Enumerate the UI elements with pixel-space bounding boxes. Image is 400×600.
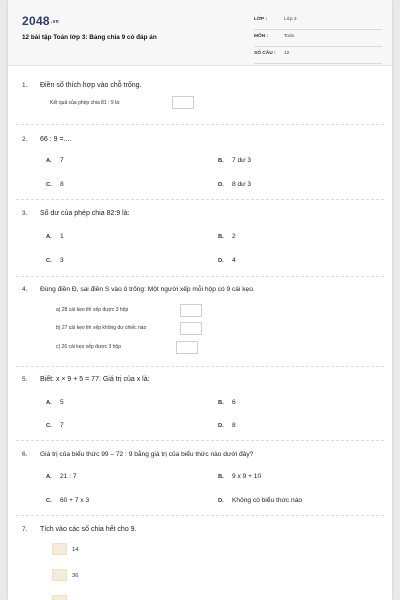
option-text: Không có biểu thức nào (232, 497, 303, 504)
option-b[interactable] (218, 157, 251, 164)
option-text: 7 dư 3 (232, 157, 252, 164)
option-text: 1 (60, 233, 64, 240)
meta-key: SỐ CÂU : (254, 51, 276, 56)
question-number: 7. (22, 526, 28, 533)
meta-row-grade (254, 14, 382, 30)
option-text: 7 (60, 157, 64, 164)
logo-suffix: .vn (50, 18, 60, 25)
option-text: 4 (232, 257, 236, 264)
question-number: 4. (22, 286, 28, 293)
divider (16, 440, 384, 441)
divider (16, 276, 384, 277)
divider (16, 124, 384, 125)
question-text: Đúng điền Đ, sai điền S vào ô trống: Một người xếp mỗi hộp có 9 cái kẹo. (40, 286, 255, 293)
question-text: Giá trị của biểu thức 99 – 72 : 9 bằng giá trị của biểu thức nào dưới đây? (40, 451, 254, 458)
meta-key: MÔN : (254, 34, 269, 39)
option-c[interactable] (46, 257, 64, 264)
question-number: 5. (22, 376, 28, 383)
option-b[interactable] (218, 233, 236, 240)
option-text: 7 (60, 422, 64, 429)
option-d[interactable] (218, 497, 302, 504)
option-d[interactable] (218, 422, 236, 429)
question-subtext: Kết quả của phép chia 81 : 9 là: (50, 100, 121, 106)
option-letter: B. (218, 400, 224, 406)
checkbox-label: 14 (72, 547, 79, 553)
meta-value: Lớp 3 (284, 17, 297, 22)
meta-key: LỚP : (254, 17, 268, 22)
option-a[interactable] (46, 473, 77, 480)
option-text: 8 dư 3 (232, 181, 252, 188)
option-letter: D. (218, 182, 224, 188)
question-text: 66 : 9 =.... (40, 136, 72, 143)
option-text: 8 (232, 422, 236, 429)
option-b[interactable] (218, 473, 261, 480)
question-text: Điền số thích hợp vào chỗ trống. (40, 82, 142, 89)
divider (16, 199, 384, 200)
option-b[interactable] (218, 399, 236, 406)
option-text: 8 (60, 181, 64, 188)
question-number: 3. (22, 210, 28, 217)
statement-c: c) 26 cái kẹo xếp được 3 hộp (56, 344, 121, 350)
option-a[interactable] (46, 157, 64, 164)
option-text: 5 (60, 399, 64, 406)
divider (16, 366, 384, 367)
option-c[interactable] (46, 497, 89, 504)
option-text: 21 : 7 (60, 473, 77, 480)
site-logo[interactable] (22, 14, 59, 28)
option-letter: D. (218, 423, 224, 429)
option-letter: B. (218, 234, 224, 240)
meta-row-subject (254, 31, 382, 47)
answer-box-b[interactable] (180, 322, 202, 335)
option-text: 2 (232, 233, 236, 240)
option-a[interactable] (46, 233, 64, 240)
option-d[interactable] (218, 257, 236, 264)
option-text: 6 (232, 399, 236, 406)
option-letter: D. (218, 498, 224, 504)
divider (16, 515, 384, 516)
option-letter: C. (46, 258, 52, 264)
answer-box-c[interactable] (176, 341, 198, 354)
option-letter: A. (46, 474, 52, 480)
meta-value: 12 (284, 51, 290, 56)
logo-text: 2048 (22, 14, 50, 28)
question-text: Biết: x × 9 + 5 = 77. Giá trị của x là: (40, 376, 150, 383)
option-letter: C. (46, 423, 52, 429)
statement-a: a) 28 cái kẹo thì xếp được 3 hộp (56, 307, 129, 313)
option-letter: A. (46, 158, 52, 164)
option-c[interactable] (46, 422, 64, 429)
option-letter: B. (218, 158, 224, 164)
option-letter: C. (46, 498, 52, 504)
option-letter: A. (46, 400, 52, 406)
page-title: 12 bài tập Toán lớp 3: Bảng chia 9 có đáp án (22, 34, 157, 41)
meta-value: Toán (284, 34, 295, 39)
worksheet (8, 0, 392, 600)
worksheet-header (8, 0, 392, 66)
worksheet-meta (254, 14, 382, 65)
question-number: 1. (22, 82, 28, 89)
option-c[interactable] (46, 181, 64, 188)
option-d[interactable] (218, 181, 251, 188)
option-letter: B. (218, 474, 224, 480)
answer-box-a[interactable] (180, 304, 202, 317)
option-letter: A. (46, 234, 52, 240)
answer-input[interactable] (172, 96, 194, 109)
option-letter: D. (218, 258, 224, 264)
question-number: 2. (22, 136, 28, 143)
option-text: 9 x 9 + 10 (232, 473, 262, 480)
option-text: 60 + 7 x 3 (60, 497, 90, 504)
option-letter: C. (46, 182, 52, 188)
checkbox-14[interactable] (52, 543, 67, 555)
statement-b: b) 27 cái kẹo thì xếp không dư chiếc nào (56, 325, 147, 331)
option-text: 3 (60, 257, 64, 264)
checkbox-36[interactable] (52, 569, 67, 581)
option-a[interactable] (46, 399, 64, 406)
checkbox-label: 36 (72, 573, 79, 579)
question-text: Số dư của phép chia 82:9 là: (40, 210, 130, 217)
question-number: 6. (22, 451, 28, 458)
checkbox-next[interactable] (52, 595, 67, 600)
question-text: Tích vào các số chia hết cho 9. (40, 526, 137, 533)
meta-row-count (254, 48, 382, 64)
